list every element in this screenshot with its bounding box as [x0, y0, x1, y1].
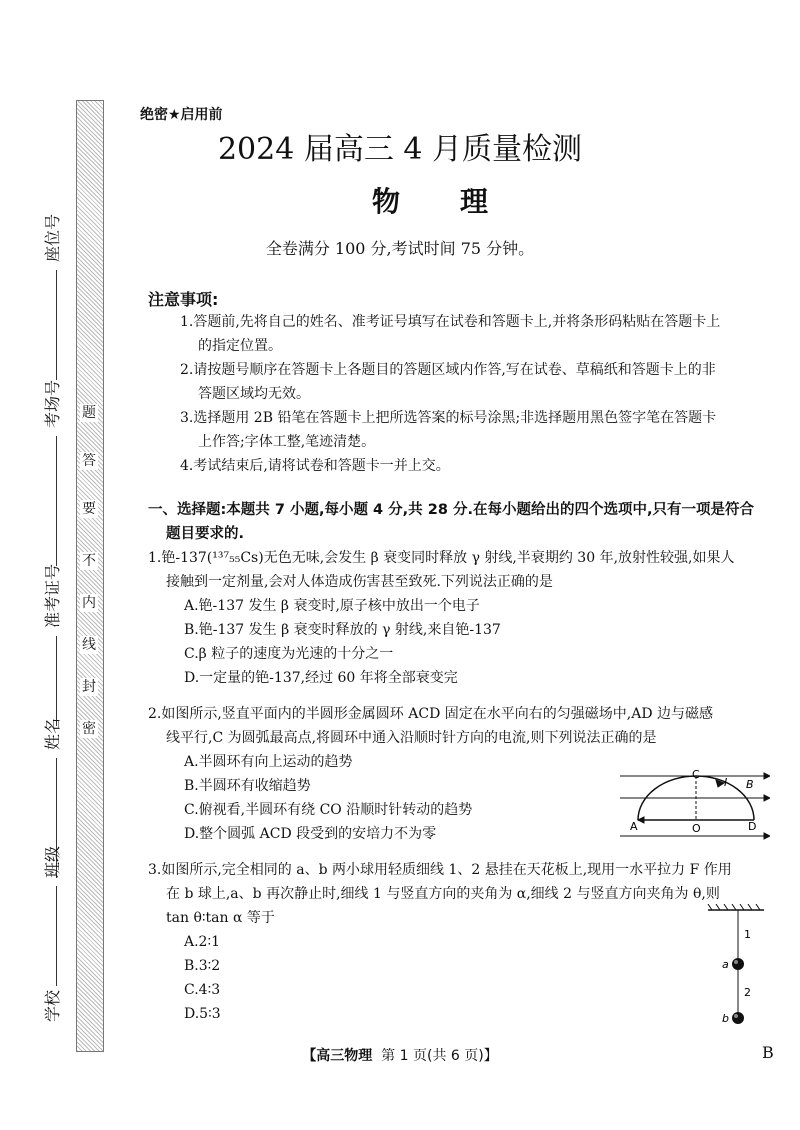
page-footer — [0, 1045, 800, 1065]
ball-a-highlight — [734, 960, 738, 964]
section-heading-line1: 一、选择题:本题共 7 小题,每小题 4 分,共 28 分.在每小题给出的四个选项中,只有一项是符合 — [148, 502, 754, 518]
binding-strip — [0, 0, 70, 1130]
current-arrow — [638, 817, 644, 823]
option-d: D.5∶3 — [184, 1006, 221, 1022]
seat-number-label: 座位号 — [43, 213, 62, 262]
field-arrow — [764, 773, 770, 779]
label-line-2: 2 — [744, 986, 751, 999]
notice-item: 2.请按题号顺序在答题卡上各题目的答题区域内作答,写在试卷、草稿纸和答题卡上的非 — [180, 362, 716, 378]
option-d: D.整个圆弧 ACD 段受到的安培力不为零 — [184, 826, 437, 842]
question-stem: 2.如图所示,竖直平面内的半圆形金属圆环 ACD 固定在水平向右的匀强磁场中,AD 边与磁感 — [148, 706, 713, 722]
option-c: C.4∶3 — [184, 982, 221, 998]
subject-title: 物理 — [371, 185, 548, 218]
label-c: C — [692, 768, 700, 781]
admission-number-label: 准考证号 — [43, 563, 62, 628]
option-b: B.半圆环有收缩趋势 — [184, 778, 311, 794]
ceiling-hatch — [724, 904, 728, 910]
seal-char: 线 — [82, 637, 96, 653]
footer-subject: 【高三物理 — [302, 1048, 373, 1064]
notice-list — [180, 310, 780, 478]
option-b: B.铯-137 发生 β 衰变时释放的 γ 射线,来自铯-137 — [184, 622, 501, 638]
name-label: 姓名 — [43, 717, 62, 750]
ceiling-hatch — [708, 904, 712, 910]
class-label: 班级 — [43, 845, 62, 878]
ball-b-highlight — [734, 1014, 738, 1018]
paper-version: B — [762, 1043, 774, 1062]
notice-item-cont: 答题区域均无效。 — [198, 386, 310, 402]
exam-room-label: 考场号 — [43, 379, 62, 428]
question-stem: 1.铯-137(¹³⁷₅₅Cs)无色无味,会发生 β 衰变同时释放 γ 射线,半衰期约 30 年,放射性较强,如果人 — [148, 550, 735, 566]
label-ball-b: b — [722, 1012, 729, 1025]
option-a: A.半圆环有向上运动的趋势 — [184, 754, 353, 770]
exam-title: 2024 届高三 4 月质量检测 — [217, 132, 583, 167]
seal-char: 不 — [82, 553, 96, 569]
option-a: A.2∶1 — [184, 934, 221, 950]
notice-item: 4.考试结束后,请将试卷和答题卡一并上交。 — [180, 458, 450, 474]
notice-title: 注意事项: — [148, 290, 219, 309]
ceiling-hatch — [756, 904, 760, 910]
seal-char: 内 — [82, 595, 96, 611]
question-stem-cont: tan θ∶tan α 等于 — [166, 910, 275, 926]
option-d: D.一定量的铯-137,经过 60 年将全部衰变完 — [184, 670, 458, 686]
confidential-mark: 绝密★启用前 — [140, 107, 223, 123]
label-line-1: 1 — [744, 928, 751, 941]
option-a: A.铯-137 发生 β 衰变时,原子核中放出一个电子 — [184, 598, 480, 614]
ceiling-hatch — [716, 904, 720, 910]
option-c: C.俯视看,半圆环有绕 CO 沿顺时针转动的趋势 — [184, 802, 473, 818]
semicircle-magnetic-field-figure — [620, 768, 770, 844]
class-line — [56, 886, 57, 986]
notice-item-cont: 上作答;字体工整,笔迹清楚。 — [198, 434, 376, 450]
label-ball-a: a — [722, 958, 729, 971]
question-stem-cont: 接触到一定剂量,会对人体造成伤害甚至致死.下列说法正确的是 — [166, 574, 553, 590]
admission-number-line — [56, 636, 57, 726]
exam-room-line — [56, 436, 57, 566]
seal-char: 答 — [82, 453, 96, 469]
ceiling-hatch — [748, 904, 752, 910]
label-b: B — [746, 778, 754, 791]
section-heading-line2: 题目要求的. — [166, 526, 245, 542]
question-3 — [148, 858, 778, 1026]
label-a: A — [630, 820, 638, 833]
seal-char: 题 — [82, 405, 96, 421]
seal-char: 密 — [82, 721, 96, 737]
label-d: D — [748, 820, 757, 833]
school-label: 学校 — [43, 989, 62, 1022]
option-c: C.β 粒子的速度为光速的十分之一 — [184, 646, 394, 662]
hanging-balls-figure — [700, 904, 770, 1030]
ceiling-hatch — [732, 904, 736, 910]
ball-b — [732, 1012, 744, 1024]
field-arrow — [764, 795, 770, 801]
label-i: I — [724, 776, 728, 789]
notice-item: 3.选择题用 2B 铅笔在答题卡上把所选答案的标号涂黑;非选择题用黑色签字笔在答题卡 — [180, 410, 717, 426]
seat-number-line — [56, 270, 57, 380]
field-arrow — [764, 833, 770, 839]
notice-item: 1.答题前,先将自己的姓名、准考证号填写在试卷和答题卡上,并将条形码粘贴在答题卡上 — [180, 314, 721, 330]
option-b: B.3∶2 — [184, 958, 221, 974]
question-stem: 3.如图所示,完全相同的 a、b 两小球用轻质细线 1、2 悬挂在天花板上,现用一水平拉力 F 作用 — [148, 862, 732, 878]
exam-subtitle: 全卷满分 100 分,考试时间 75 分钟。 — [265, 239, 535, 258]
footer-page: 第 1 页(共 6 页)】 — [381, 1048, 498, 1064]
notice-item-cont: 的指定位置。 — [198, 338, 282, 354]
question-1 — [148, 546, 778, 690]
label-o: O — [692, 822, 701, 835]
ceiling-hatch — [740, 904, 744, 910]
section-heading — [148, 498, 778, 546]
question-stem-cont: 在 b 球上,a、b 再次静止时,细线 1 与竖直方向的夹角为 α,细线 2 与竖直方向夹角为 θ,则 — [166, 886, 720, 902]
question-stem-cont: 线平行,C 为圆弧最高点,将圆环中通入沿顺时针方向的电流,则下列说法正确的是 — [166, 730, 657, 746]
seal-char: 要 — [82, 501, 96, 517]
ball-a — [732, 958, 744, 970]
seal-char: 封 — [82, 679, 96, 695]
